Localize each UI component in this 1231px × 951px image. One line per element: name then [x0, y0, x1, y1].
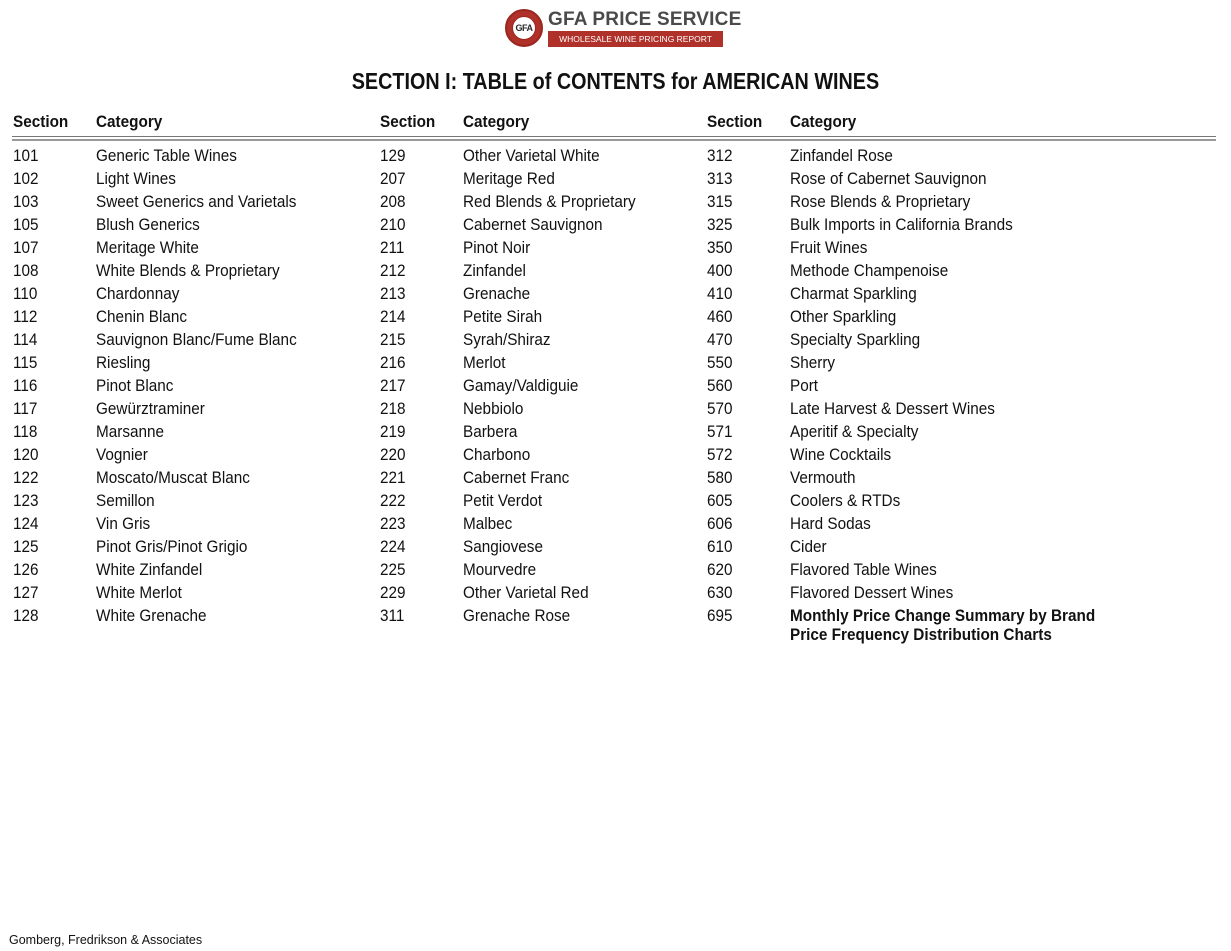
- section-number: 580: [707, 468, 733, 487]
- section-number: 229: [380, 583, 406, 602]
- section-number: 571: [707, 422, 733, 441]
- category-name: Monthly Price Change Summary by Brand: [790, 606, 1096, 625]
- table-row: [0, 535, 1231, 558]
- section-number: 325: [707, 215, 733, 234]
- table-row: [0, 167, 1231, 190]
- section-number: 222: [380, 491, 406, 510]
- section-number: 217: [380, 376, 406, 395]
- category-name: Flavored Table Wines: [790, 560, 937, 579]
- category-name: Meritage White: [96, 238, 199, 257]
- section-number: 470: [707, 330, 733, 349]
- category-name: Late Harvest & Dessert Wines: [790, 399, 995, 418]
- section-number: 550: [707, 353, 733, 372]
- section-number: 610: [707, 537, 733, 556]
- section-number: 620: [707, 560, 733, 579]
- gfa-logo: [505, 8, 742, 50]
- table-row: [0, 374, 1231, 397]
- category-name: Other Varietal Red: [463, 583, 589, 602]
- section-number: 124: [13, 514, 39, 533]
- category-name: Generic Table Wines: [96, 146, 237, 165]
- table-row: [0, 604, 1231, 627]
- section-number: 218: [380, 399, 406, 418]
- category-name: Other Varietal White: [463, 146, 600, 165]
- table-row: [0, 213, 1231, 236]
- category-name: Wine Cocktails: [790, 445, 892, 464]
- section-number: 207: [380, 169, 406, 188]
- section-number: 223: [380, 514, 406, 533]
- header-divider: [12, 136, 1216, 137]
- category-name: Sweet Generics and Varietals: [96, 192, 297, 211]
- table-row: [0, 144, 1231, 167]
- section-number: 208: [380, 192, 406, 211]
- section-number: 410: [707, 284, 733, 303]
- section-number: 110: [13, 284, 38, 303]
- category-name: Nebbiolo: [463, 399, 524, 418]
- table-row: [0, 466, 1231, 489]
- category-name: Other Sparkling: [790, 307, 897, 326]
- table-row: [0, 190, 1231, 213]
- category-name: Vognier: [96, 445, 148, 464]
- section-number: 216: [380, 353, 406, 372]
- table-row: [0, 305, 1231, 328]
- category-name: Riesling: [96, 353, 151, 372]
- section-number: 570: [707, 399, 733, 418]
- section-number: 695: [707, 606, 733, 625]
- section-number: 213: [380, 284, 406, 303]
- section-number: 114: [13, 330, 38, 349]
- category-name: Sangiovese: [463, 537, 543, 556]
- section-number: 126: [13, 560, 39, 579]
- gfa-seal-icon: [505, 9, 543, 47]
- section-number: 102: [13, 169, 39, 188]
- category-name: Aperitif & Specialty: [790, 422, 919, 441]
- section-number: 101: [13, 146, 39, 165]
- section-number: 312: [707, 146, 733, 165]
- brand-tagline: WHOLESALE WINE PRICING REPORT: [548, 31, 723, 47]
- category-name: Barbera: [463, 422, 518, 441]
- category-name: Sherry: [790, 353, 836, 372]
- table-row: [0, 512, 1231, 535]
- section-number: 350: [707, 238, 733, 257]
- section-number: 112: [13, 307, 38, 326]
- header-divider-double: [12, 139, 1216, 141]
- section-number: 400: [707, 261, 733, 280]
- category-name: Port: [790, 376, 819, 395]
- category-name: Vermouth: [790, 468, 856, 487]
- section-number: 221: [380, 468, 406, 487]
- category-name: Bulk Imports in California Brands: [790, 215, 1013, 234]
- section-number: 128: [13, 606, 39, 625]
- section-number: 572: [707, 445, 733, 464]
- category-name: Grenache Rose: [463, 606, 571, 625]
- section-number: 219: [380, 422, 406, 441]
- brand-name: GFA PRICE SERVICE: [548, 9, 742, 30]
- section-number: 120: [13, 445, 39, 464]
- section-number: 127: [13, 583, 39, 602]
- section-number: 211: [380, 238, 405, 257]
- section-number: 107: [13, 238, 39, 257]
- section-number: 108: [13, 261, 39, 280]
- section-number: 224: [380, 537, 406, 556]
- category-name: Rose Blends & Proprietary: [790, 192, 971, 211]
- category-name: White Blends & Proprietary: [96, 261, 280, 280]
- category-name: Cabernet Sauvignon: [463, 215, 603, 234]
- category-name: Syrah/Shiraz: [463, 330, 551, 349]
- category-name: Vin Gris: [96, 514, 151, 533]
- seal-text: GFA: [512, 16, 536, 40]
- section-number: 123: [13, 491, 39, 510]
- category-name: Zinfandel Rose: [790, 146, 893, 165]
- category-name: White Grenache: [96, 606, 207, 625]
- category-name: Meritage Red: [463, 169, 555, 188]
- section-number: 225: [380, 560, 406, 579]
- table-row: [0, 443, 1231, 466]
- table-row: [0, 397, 1231, 420]
- category-name: Gewürztraminer: [96, 399, 205, 418]
- category-name: Chenin Blanc: [96, 307, 188, 326]
- category-name: Chardonnay: [96, 284, 180, 303]
- section-number: 315: [707, 192, 733, 211]
- table-row: [0, 259, 1231, 282]
- category-name: Methode Champenoise: [790, 261, 949, 280]
- page-title: SECTION I: TABLE of CONTENTS for AMERICAN WINES: [351, 68, 880, 94]
- col2-section-header: Section: [380, 112, 436, 131]
- section-number: 118: [13, 422, 38, 441]
- category-name: Charbono: [463, 445, 531, 464]
- table-row: [0, 489, 1231, 512]
- category-name: Pinot Blanc: [96, 376, 174, 395]
- table-row: [0, 420, 1231, 443]
- toc-table: [0, 144, 1231, 627]
- category-name: Petite Sirah: [463, 307, 543, 326]
- category-name: Marsanne: [96, 422, 165, 441]
- section-number: 311: [380, 606, 405, 625]
- category-name: Zinfandel: [463, 261, 526, 280]
- section-number: 215: [380, 330, 406, 349]
- table-row: [0, 282, 1231, 305]
- section-number: 630: [707, 583, 733, 602]
- category-name: Semillon: [96, 491, 155, 510]
- section-number: 606: [707, 514, 733, 533]
- section-number: 214: [380, 307, 406, 326]
- table-row: [0, 236, 1231, 259]
- category-name: Sauvignon Blanc/Fume Blanc: [96, 330, 297, 349]
- category-name: Rose of Cabernet Sauvignon: [790, 169, 987, 188]
- section-number: 105: [13, 215, 39, 234]
- category-name: Charmat Sparkling: [790, 284, 917, 303]
- toc-extra-entry: Price Frequency Distribution Charts: [790, 625, 1052, 644]
- section-number: 210: [380, 215, 406, 234]
- category-name: Gamay/Valdiguie: [463, 376, 579, 395]
- section-number: 220: [380, 445, 406, 464]
- section-number: 122: [13, 468, 39, 487]
- section-number: 313: [707, 169, 733, 188]
- category-name: Petit Verdot: [463, 491, 543, 510]
- footer-company: Gomberg, Fredrikson & Associates: [9, 933, 203, 947]
- section-number: 460: [707, 307, 733, 326]
- category-name: Light Wines: [96, 169, 176, 188]
- category-name: Mourvedre: [463, 560, 537, 579]
- section-number: 116: [13, 376, 38, 395]
- section-number: 115: [13, 353, 38, 372]
- category-name: Grenache: [463, 284, 531, 303]
- category-name: Moscato/Muscat Blanc: [96, 468, 250, 487]
- category-name: Blush Generics: [96, 215, 200, 234]
- col1-section-header: Section: [13, 112, 69, 131]
- category-name: Red Blends & Proprietary: [463, 192, 636, 211]
- category-name: Pinot Gris/Pinot Grigio: [96, 537, 248, 556]
- col3-section-header: Section: [707, 112, 763, 131]
- category-name: Coolers & RTDs: [790, 491, 901, 510]
- section-number: 560: [707, 376, 733, 395]
- col3-category-header: Category: [790, 112, 857, 131]
- section-number: 125: [13, 537, 39, 556]
- section-number: 605: [707, 491, 733, 510]
- table-row: [0, 328, 1231, 351]
- section-number: 129: [380, 146, 406, 165]
- category-name: Fruit Wines: [790, 238, 868, 257]
- category-name: Cabernet Franc: [463, 468, 570, 487]
- category-name: Pinot Noir: [463, 238, 531, 257]
- section-number: 103: [13, 192, 39, 211]
- col2-category-header: Category: [463, 112, 530, 131]
- col1-category-header: Category: [96, 112, 163, 131]
- category-name: Merlot: [463, 353, 506, 372]
- category-name: Hard Sodas: [790, 514, 871, 533]
- section-number: 212: [380, 261, 406, 280]
- section-number: 117: [13, 399, 38, 418]
- category-name: Cider: [790, 537, 827, 556]
- category-name: White Zinfandel: [96, 560, 203, 579]
- category-name: Malbec: [463, 514, 513, 533]
- table-row: [0, 351, 1231, 374]
- category-name: Flavored Dessert Wines: [790, 583, 954, 602]
- table-row: [0, 558, 1231, 581]
- table-row: [0, 581, 1231, 604]
- category-name: Specialty Sparkling: [790, 330, 921, 349]
- category-name: White Merlot: [96, 583, 182, 602]
